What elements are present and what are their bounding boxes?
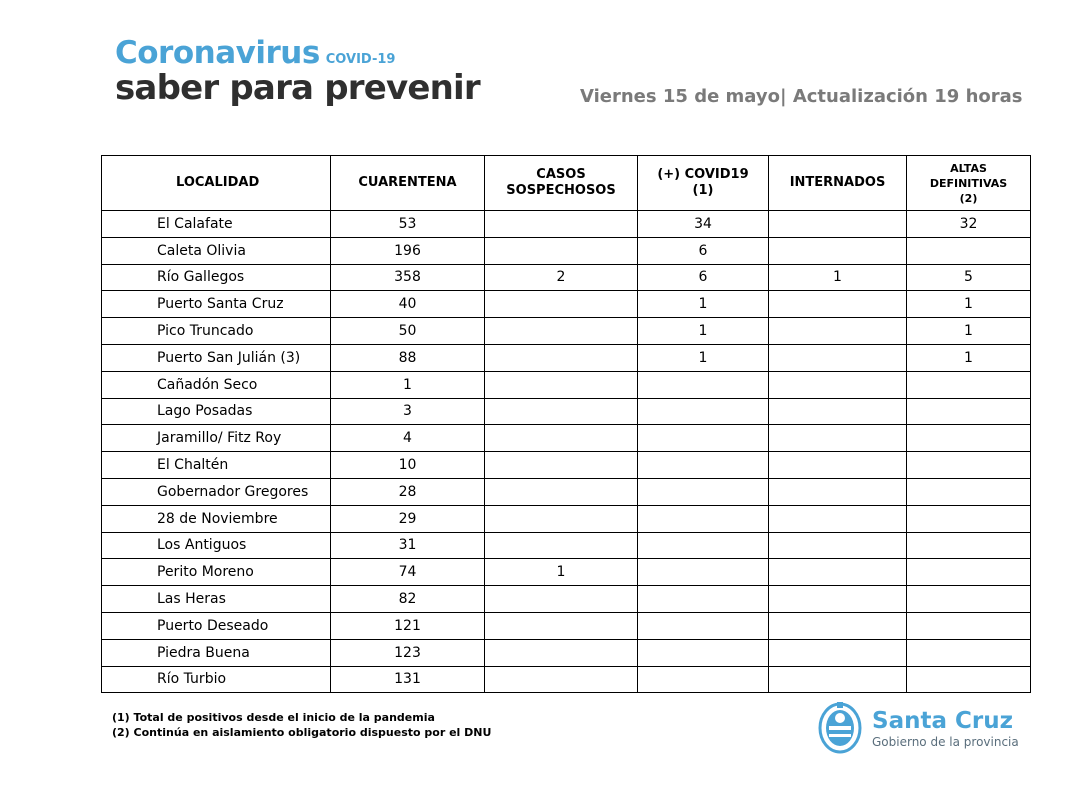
cell-altas <box>907 559 1031 586</box>
cell-covid <box>638 505 769 532</box>
cell-localidad: Piedra Buena <box>102 639 331 666</box>
cell-altas <box>907 532 1031 559</box>
cell-localidad: Perito Moreno <box>102 559 331 586</box>
cell-localidad: Los Antiguos <box>102 532 331 559</box>
cell-sospechosos <box>485 425 638 452</box>
cell-altas <box>907 586 1031 613</box>
table-row <box>102 639 1031 666</box>
cell-altas: 32 <box>907 211 1031 238</box>
cell-internados <box>769 586 907 613</box>
cell-covid <box>638 425 769 452</box>
table-row <box>102 478 1031 505</box>
table-row <box>102 291 1031 318</box>
cell-internados <box>769 559 907 586</box>
footnote-2: (2) Continúa en aislamiento obligatorio dispuesto por el DNU <box>112 726 492 739</box>
cell-cuarentena: 1 <box>331 371 485 398</box>
cell-covid <box>638 639 769 666</box>
table-row <box>102 237 1031 264</box>
table-row <box>102 425 1031 452</box>
header-localidad: LOCALIDAD <box>102 156 331 211</box>
cell-localidad: Gobernador Gregores <box>102 478 331 505</box>
cell-covid: 6 <box>638 264 769 291</box>
cell-cuarentena: 196 <box>331 237 485 264</box>
cell-internados: 1 <box>769 264 907 291</box>
cell-localidad: Pico Truncado <box>102 318 331 345</box>
table-row <box>102 586 1031 613</box>
table-body <box>102 211 1031 693</box>
brand-title-row <box>115 36 480 70</box>
cell-internados <box>769 211 907 238</box>
cell-cuarentena: 31 <box>331 532 485 559</box>
cell-covid <box>638 586 769 613</box>
cell-covid <box>638 532 769 559</box>
cell-cuarentena: 358 <box>331 264 485 291</box>
cell-sospechosos <box>485 398 638 425</box>
header-covid: (+) COVID19 (1) <box>638 156 769 211</box>
cell-localidad: Puerto Santa Cruz <box>102 291 331 318</box>
cell-localidad: El Calafate <box>102 211 331 238</box>
table-row <box>102 559 1031 586</box>
cell-localidad: Puerto Deseado <box>102 612 331 639</box>
cell-internados <box>769 452 907 479</box>
cell-altas: 5 <box>907 264 1031 291</box>
cell-localidad: El Chaltén <box>102 452 331 479</box>
cell-localidad: Lago Posadas <box>102 398 331 425</box>
cell-localidad: Jaramillo/ Fitz Roy <box>102 425 331 452</box>
cell-covid: 1 <box>638 291 769 318</box>
cell-altas <box>907 398 1031 425</box>
footnote-1: (1) Total de positivos desde el inicio de la pandemia <box>112 711 435 724</box>
cell-cuarentena: 82 <box>331 586 485 613</box>
cell-altas <box>907 237 1031 264</box>
cell-covid: 1 <box>638 318 769 345</box>
cell-localidad: Cañadón Seco <box>102 371 331 398</box>
cell-localidad: Río Turbio <box>102 666 331 693</box>
cell-altas <box>907 666 1031 693</box>
table-row <box>102 398 1031 425</box>
coat-of-arms-icon <box>818 700 862 758</box>
santa-cruz-logo <box>818 700 1019 758</box>
cell-internados <box>769 237 907 264</box>
cell-covid <box>638 478 769 505</box>
cell-internados <box>769 425 907 452</box>
cell-altas: 1 <box>907 291 1031 318</box>
cell-cuarentena: 29 <box>331 505 485 532</box>
cell-internados <box>769 639 907 666</box>
footnotes <box>112 710 491 740</box>
cell-internados <box>769 291 907 318</box>
cell-internados <box>769 371 907 398</box>
cell-sospechosos <box>485 237 638 264</box>
cell-sospechosos: 2 <box>485 264 638 291</box>
cell-internados <box>769 398 907 425</box>
logo-text <box>872 708 1019 750</box>
table-row <box>102 666 1031 693</box>
cell-cuarentena: 40 <box>331 291 485 318</box>
cell-cuarentena: 10 <box>331 452 485 479</box>
cell-internados <box>769 612 907 639</box>
cell-covid <box>638 398 769 425</box>
cell-cuarentena: 28 <box>331 478 485 505</box>
table-row <box>102 612 1031 639</box>
logo-name: Santa Cruz <box>872 708 1013 734</box>
cell-cuarentena: 88 <box>331 344 485 371</box>
cell-cuarentena: 131 <box>331 666 485 693</box>
logo-subtitle: Gobierno de la provincia <box>872 735 1019 749</box>
table-row <box>102 505 1031 532</box>
cell-sospechosos <box>485 478 638 505</box>
table-row <box>102 318 1031 345</box>
cell-altas <box>907 505 1031 532</box>
cell-altas <box>907 425 1031 452</box>
cell-sospechosos: 1 <box>485 559 638 586</box>
cell-altas <box>907 452 1031 479</box>
cell-sospechosos <box>485 211 638 238</box>
brand-tagline: saber para prevenir <box>115 68 480 108</box>
cell-cuarentena: 50 <box>331 318 485 345</box>
cell-internados <box>769 532 907 559</box>
cell-cuarentena: 121 <box>331 612 485 639</box>
cell-sospechosos <box>485 532 638 559</box>
cell-cuarentena: 74 <box>331 559 485 586</box>
cell-cuarentena: 4 <box>331 425 485 452</box>
cell-internados <box>769 318 907 345</box>
cell-covid: 1 <box>638 344 769 371</box>
cell-altas <box>907 371 1031 398</box>
header-cuarentena: CUARENTENA <box>331 156 485 211</box>
cell-localidad: Caleta Olivia <box>102 237 331 264</box>
cell-sospechosos <box>485 505 638 532</box>
cell-internados <box>769 505 907 532</box>
cell-altas <box>907 612 1031 639</box>
cell-internados <box>769 478 907 505</box>
header-altas: ALTAS DEFINITIVAS (2) <box>907 156 1031 211</box>
table-header-row <box>102 156 1031 211</box>
table-row <box>102 211 1031 238</box>
header-internados: INTERNADOS <box>769 156 907 211</box>
update-line: Viernes 15 de mayo| Actualización 19 horas <box>580 86 1023 107</box>
cases-table <box>101 155 1031 693</box>
cell-covid <box>638 559 769 586</box>
cell-cuarentena: 3 <box>331 398 485 425</box>
cell-cuarentena: 123 <box>331 639 485 666</box>
cell-altas: 1 <box>907 318 1031 345</box>
cell-covid: 6 <box>638 237 769 264</box>
cell-sospechosos <box>485 371 638 398</box>
cell-covid <box>638 666 769 693</box>
cell-internados <box>769 344 907 371</box>
brand-subtitle: COVID-19 <box>325 52 396 67</box>
cell-sospechosos <box>485 612 638 639</box>
header-sospechosos: CASOS SOSPECHOSOS <box>485 156 638 211</box>
cell-sospechosos <box>485 666 638 693</box>
cell-localidad: Río Gallegos <box>102 264 331 291</box>
table-row <box>102 371 1031 398</box>
table-row <box>102 452 1031 479</box>
table-row <box>102 264 1031 291</box>
brand-title: Coronavirus <box>115 35 320 71</box>
cell-sospechosos <box>485 291 638 318</box>
cell-covid <box>638 371 769 398</box>
table-row <box>102 532 1031 559</box>
cell-localidad: Las Heras <box>102 586 331 613</box>
cell-altas <box>907 478 1031 505</box>
cell-sospechosos <box>485 344 638 371</box>
cell-covid <box>638 452 769 479</box>
cell-localidad: 28 de Noviembre <box>102 505 331 532</box>
brand-header <box>115 36 480 108</box>
cell-altas: 1 <box>907 344 1031 371</box>
cell-covid: 34 <box>638 211 769 238</box>
cell-cuarentena: 53 <box>331 211 485 238</box>
cell-altas <box>907 639 1031 666</box>
cell-sospechosos <box>485 318 638 345</box>
cell-covid <box>638 612 769 639</box>
cell-localidad: Puerto San Julián (3) <box>102 344 331 371</box>
cell-sospechosos <box>485 639 638 666</box>
cell-sospechosos <box>485 586 638 613</box>
cell-internados <box>769 666 907 693</box>
cell-sospechosos <box>485 452 638 479</box>
table-row <box>102 344 1031 371</box>
